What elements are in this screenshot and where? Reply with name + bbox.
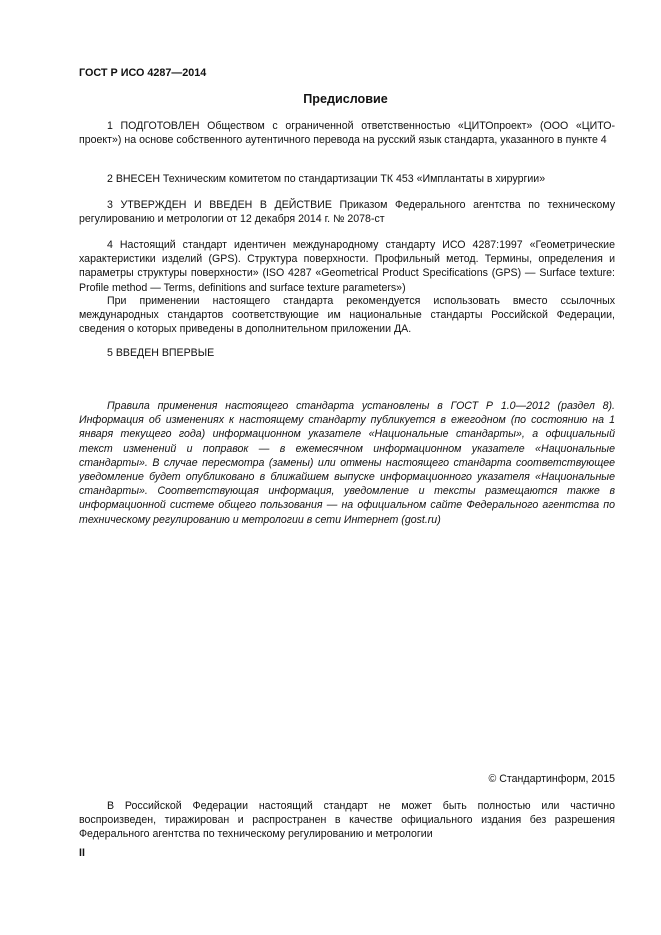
paragraph-4: 4 Настоящий стандарт идентичен международному стандарту ИСО 4287:1997 «Геометрические характеристики изделий (GPS). Структура поверхности. Профильный метод. Термины, определения и параметры структуры поверхности» (ISO 4287 «Geometrical Product Specifications (GPS) — Surface texture: Profile method — Terms, definitions and surface texture parameters») (79, 239, 615, 294)
copyright: © Стандартинформ, 2015 (488, 773, 615, 785)
reproduction-notice: В Российской Федерации настоящий стандарт не может быть полностью или частично воспроизведен, тиражирован и распространен в качестве официального издания без разрешения Федерального агентства по техническому регулированию и метрологии (79, 800, 615, 841)
page-number: II (79, 847, 85, 859)
paragraph-4-note: При применении настоящего стандарта рекомендуется использовать вместо ссылочных международных стандартов соответствующие им национальные стандарты Российской Федерации, сведения о которых приведены в дополнительном приложении ДА. (79, 295, 615, 336)
usage-notice: Правила применения настоящего стандарта установлены в ГОСТ Р 1.0—2012 (раздел 8). Информация об изменениях к настоящему стандарту публикуется в ежегодном (по состоянию на 1 января текущего года) информационном указателе «Национальные стандарты», а официальный текст изменений и поправок — в ежемесячном информационном указателе «Национальные стандарты». В случае пересмотра (замены) или отмены настоящего стандарта соответствующее уведомление будет опубликовано в ближайшем выпуске информационного указателя «Национальные стандарты». Соответствующая информация, уведомление и тексты размещаются также в информационной системе общего пользования — на официальном сайте Федерального агентства по техническому регулированию и метрологии в сети Интернет (gost.ru) (79, 400, 615, 526)
paragraph-1: 1 ПОДГОТОВЛЕН Обществом с ограниченной ответственностью «ЦИТОпроект» (ООО «ЦИТО-проект») на основе собственного аутентичного перевода на русский язык стандарта, указанного в пункте 4 (79, 120, 615, 147)
paragraph-3: 3 УТВЕРЖДЕН И ВВЕДЕН В ДЕЙСТВИЕ Приказом Федерального агентства по техническому регулированию и метрологии от 12 декабря 2014 г. № 2078-ст (79, 199, 615, 226)
page-title: Предисловие (303, 92, 388, 106)
paragraph-5: 5 ВВЕДЕН ВПЕРВЫЕ (107, 347, 215, 359)
paragraph-2: 2 ВНЕСЕН Техническим комитетом по стандартизации ТК 453 «Имплантаты в хирургии» (107, 173, 546, 185)
document-header: ГОСТ Р ИСО 4287—2014 (79, 67, 207, 79)
